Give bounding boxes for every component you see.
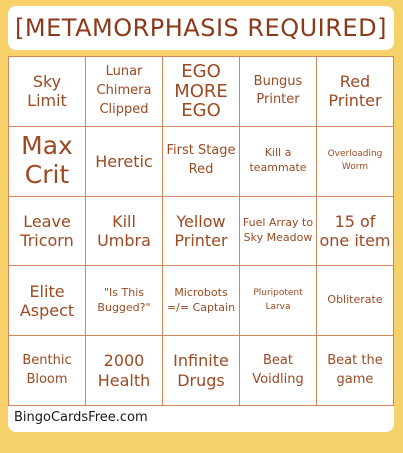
bingo-cell-r4-c2[interactable]: "Is This Bugged?" <box>86 266 163 336</box>
bingo-cell-r4-c3[interactable]: Microbots =/= Captain <box>163 266 240 336</box>
bingo-cell-r1-c4[interactable]: Bungus Printer <box>240 57 317 127</box>
bingo-cell-r1-c3[interactable]: EGO MORE EGO <box>163 57 240 127</box>
bingo-cell-r2-c3[interactable]: First Stage Red <box>163 127 240 197</box>
bingo-cell-r2-c1[interactable]: Max Crit <box>9 127 86 197</box>
bingo-cell-r1-c1[interactable]: Sky Limit <box>9 57 86 127</box>
title-box <box>8 6 394 50</box>
bingo-grid <box>8 56 394 406</box>
bingo-cell-r5-c1[interactable]: Benthic Bloom <box>9 336 86 406</box>
bingo-cell-r5-c4[interactable]: Beat Voidling <box>240 336 317 406</box>
bingo-cell-r3-c2[interactable]: Kill Umbra <box>86 197 163 267</box>
footer-credit: BingoCardsFree.com <box>14 410 148 425</box>
bingo-cell-r5-c3[interactable]: Infinite Drugs <box>163 336 240 406</box>
bingo-cell-r1-c5[interactable]: Red Printer <box>317 57 394 127</box>
bingo-cell-r2-c2[interactable]: Heretic <box>86 127 163 197</box>
bingo-cell-r3-c3[interactable]: Yellow Printer <box>163 197 240 267</box>
bingo-cell-r4-c4[interactable]: Pluripotent Larva <box>240 266 317 336</box>
bingo-cell-r5-c5[interactable]: Beat the game <box>317 336 394 406</box>
bingo-cell-r3-c1[interactable]: Leave Tricorn <box>9 197 86 267</box>
card-title: [METAMORPHASIS REQUIRED] <box>15 14 387 42</box>
footer-bar <box>8 406 394 432</box>
bingo-cell-r5-c2[interactable]: 2000 Health <box>86 336 163 406</box>
bingo-cell-r4-c1[interactable]: Elite Aspect <box>9 266 86 336</box>
bingo-cell-r4-c5[interactable]: Obliterate <box>317 266 394 336</box>
bingo-cell-r2-c5[interactable]: Overloading Worm <box>317 127 394 197</box>
bingo-cell-r1-c2[interactable]: Lunar Chimera Clipped <box>86 57 163 127</box>
bingo-cell-r2-c4[interactable]: Kill a teammate <box>240 127 317 197</box>
bingo-cell-r3-c4[interactable]: Fuel Array to Sky Meadow <box>240 197 317 267</box>
bingo-cell-r3-c5[interactable]: 15 of one item <box>317 197 394 267</box>
